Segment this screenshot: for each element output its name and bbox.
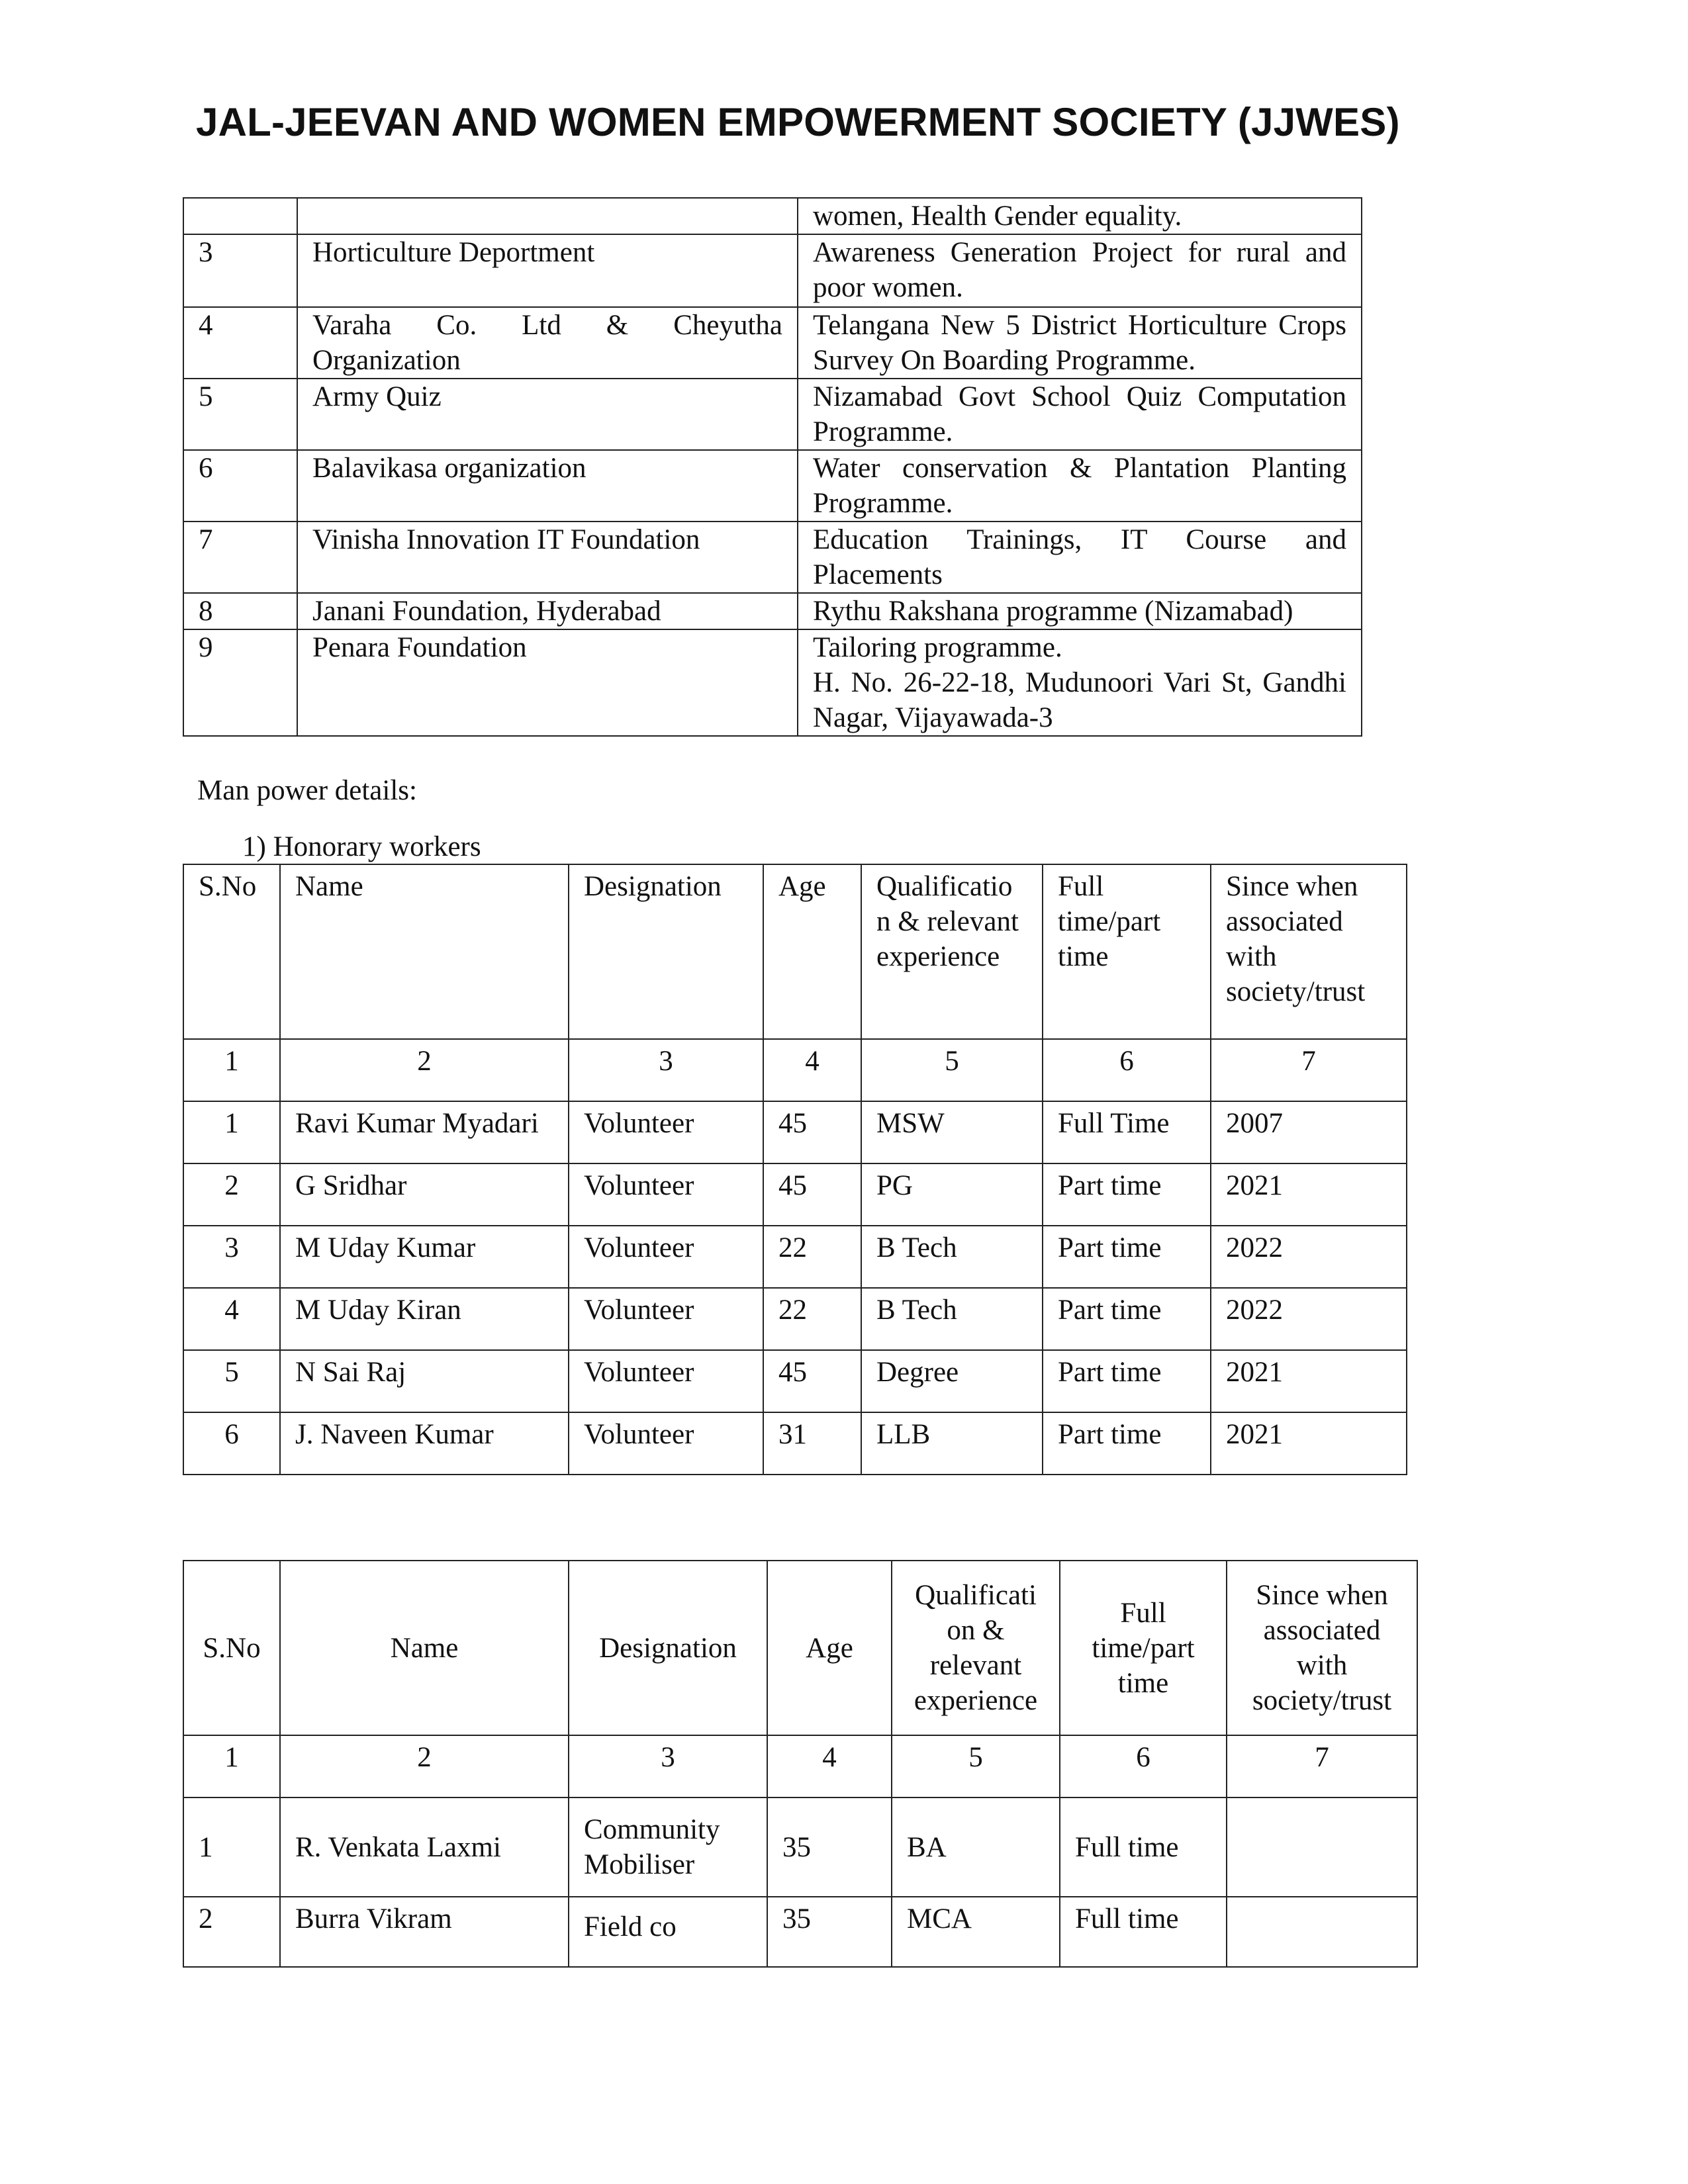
sno-cell: 7 xyxy=(183,522,297,593)
organization-cell: Balavikasa organization xyxy=(297,450,798,522)
name-cell: R. Venkata Laxmi xyxy=(280,1797,569,1897)
column-number: 4 xyxy=(763,1039,861,1101)
since-cell: 2022 xyxy=(1211,1288,1407,1350)
header-cell: Since when associated with society/trust xyxy=(1211,864,1407,1039)
column-number: 6 xyxy=(1060,1735,1227,1797)
time-cell: Part time xyxy=(1043,1350,1211,1412)
program-cell: Telangana New 5 District Horticulture Crops Survey On Boarding Programme. xyxy=(798,307,1362,379)
qualification-cell: Degree xyxy=(861,1350,1043,1412)
name-cell: G Sridhar xyxy=(280,1163,569,1226)
time-cell: Full time xyxy=(1060,1797,1227,1897)
column-number-row xyxy=(183,1735,1417,1797)
header-cell: Qualificatio n & relevant experience xyxy=(861,864,1043,1039)
header-cell: S.No xyxy=(183,864,280,1039)
program-cell: Education Trainings, IT Course and Placements xyxy=(798,522,1362,593)
column-number: 5 xyxy=(892,1735,1060,1797)
table-row xyxy=(183,1412,1407,1475)
header-cell: S.No xyxy=(183,1561,280,1735)
qualification-cell: BA xyxy=(892,1797,1060,1897)
header-cell: Age xyxy=(767,1561,892,1735)
age-cell: 22 xyxy=(763,1226,861,1288)
designation-cell: Volunteer xyxy=(569,1226,763,1288)
program-cell: Nizamabad Govt School Quiz Computation Programme. xyxy=(798,379,1362,450)
program-cell: Rythu Rakshana programme (Nizamabad) xyxy=(798,593,1362,629)
designation-cell: Volunteer xyxy=(569,1163,763,1226)
name-cell: J. Naveen Kumar xyxy=(280,1412,569,1475)
since-cell: 2021 xyxy=(1211,1350,1407,1412)
column-number: 7 xyxy=(1211,1039,1407,1101)
sno-cell: 3 xyxy=(183,1226,280,1288)
organization-cell: Vinisha Innovation IT Foundation xyxy=(297,522,798,593)
header-cell: Full time/part time xyxy=(1060,1561,1227,1735)
qualification-cell: LLB xyxy=(861,1412,1043,1475)
name-cell: Ravi Kumar Myadari xyxy=(280,1101,569,1163)
table-row xyxy=(183,1797,1417,1897)
designation-cell: Field co xyxy=(569,1897,767,1967)
header-cell: Designation xyxy=(569,1561,767,1735)
designation-cell: Volunteer xyxy=(569,1288,763,1350)
qualification-cell: MCA xyxy=(892,1897,1060,1967)
table-row xyxy=(183,593,1362,629)
column-number: 2 xyxy=(280,1039,569,1101)
column-number-row xyxy=(183,1039,1407,1101)
since-cell xyxy=(1227,1897,1417,1967)
age-cell: 45 xyxy=(763,1350,861,1412)
column-number: 3 xyxy=(569,1039,763,1101)
column-number: 5 xyxy=(861,1039,1043,1101)
column-number: 7 xyxy=(1227,1735,1417,1797)
age-cell: 35 xyxy=(767,1897,892,1967)
age-cell: 35 xyxy=(767,1797,892,1897)
program-cell xyxy=(798,629,1362,736)
qualification-cell: PG xyxy=(861,1163,1043,1226)
sno-cell: 6 xyxy=(183,450,297,522)
address-text: H. No. 26-22-18, Mudunoori Vari St, Gandhi Nagar, Vijayawada-3 xyxy=(813,667,1346,733)
program-cell: Water conservation & Plantation Planting Programme. xyxy=(798,450,1362,522)
sno-cell: 3 xyxy=(183,234,297,307)
designation-cell: Volunteer xyxy=(569,1412,763,1475)
since-cell: 2007 xyxy=(1211,1101,1407,1163)
sno-cell xyxy=(183,198,297,234)
sno-cell: 5 xyxy=(183,1350,280,1412)
program-cell: Awareness Generation Project for rural and poor women. xyxy=(798,234,1362,307)
column-number: 1 xyxy=(183,1735,280,1797)
organizations-table xyxy=(183,197,1362,737)
header-cell: Name xyxy=(280,864,569,1039)
table-row xyxy=(183,198,1362,234)
sno-cell: 9 xyxy=(183,629,297,736)
time-cell: Part time xyxy=(1043,1163,1211,1226)
sno-cell: 6 xyxy=(183,1412,280,1475)
table-row xyxy=(183,1350,1407,1412)
header-cell: Designation xyxy=(569,864,763,1039)
honorary-workers-table xyxy=(183,864,1407,1475)
table-row xyxy=(183,629,1362,736)
organization-cell: Penara Foundation xyxy=(297,629,798,736)
designation-cell: Community Mobiliser xyxy=(569,1797,767,1897)
age-cell: 31 xyxy=(763,1412,861,1475)
table-row xyxy=(183,379,1362,450)
age-cell: 45 xyxy=(763,1101,861,1163)
age-cell: 45 xyxy=(763,1163,861,1226)
name-cell: M Uday Kiran xyxy=(280,1288,569,1350)
sno-cell: 5 xyxy=(183,379,297,450)
organization-cell: Varaha Co. Ltd & Cheyutha Organization xyxy=(297,307,798,379)
header-cell: Qualificati on & relevant experience xyxy=(892,1561,1060,1735)
page-title: JAL-JEEVAN AND WOMEN EMPOWERMENT SOCIETY (JJWES) xyxy=(196,100,1400,144)
table-row xyxy=(183,1163,1407,1226)
designation-cell: Volunteer xyxy=(569,1350,763,1412)
table-row xyxy=(183,450,1362,522)
organization-cell: Horticulture Deportment xyxy=(297,234,798,307)
since-cell: 2022 xyxy=(1211,1226,1407,1288)
sno-cell: 1 xyxy=(183,1797,280,1897)
header-row xyxy=(183,864,1407,1039)
table-row xyxy=(183,234,1362,307)
column-number: 6 xyxy=(1043,1039,1211,1101)
name-cell: N Sai Raj xyxy=(280,1350,569,1412)
table-row xyxy=(183,1897,1417,1967)
sno-cell: 2 xyxy=(183,1897,280,1967)
column-number: 4 xyxy=(767,1735,892,1797)
staff-table xyxy=(183,1560,1418,1968)
name-cell: Burra Vikram xyxy=(280,1897,569,1967)
age-cell: 22 xyxy=(763,1288,861,1350)
sno-cell: 2 xyxy=(183,1163,280,1226)
since-cell: 2021 xyxy=(1211,1163,1407,1226)
qualification-cell: B Tech xyxy=(861,1226,1043,1288)
organization-cell xyxy=(297,198,798,234)
table-row xyxy=(183,522,1362,593)
since-cell xyxy=(1227,1797,1417,1897)
sno-cell: 4 xyxy=(183,1288,280,1350)
sno-cell: 8 xyxy=(183,593,297,629)
qualification-cell: B Tech xyxy=(861,1288,1043,1350)
name-cell: M Uday Kumar xyxy=(280,1226,569,1288)
column-number: 3 xyxy=(569,1735,767,1797)
column-number: 1 xyxy=(183,1039,280,1101)
sno-cell: 4 xyxy=(183,307,297,379)
organization-cell: Army Quiz xyxy=(297,379,798,450)
column-number: 2 xyxy=(280,1735,569,1797)
since-cell: 2021 xyxy=(1211,1412,1407,1475)
header-cell: Since when associated with society/trust xyxy=(1227,1561,1417,1735)
table-row xyxy=(183,1101,1407,1163)
table-row xyxy=(183,1288,1407,1350)
organization-cell: Janani Foundation, Hyderabad xyxy=(297,593,798,629)
header-cell: Name xyxy=(280,1561,569,1735)
program-text: Tailoring programme. xyxy=(813,632,1062,663)
program-cell: women, Health Gender equality. xyxy=(798,198,1362,234)
header-row xyxy=(183,1561,1417,1735)
manpower-heading: Man power details: xyxy=(197,775,417,806)
time-cell: Part time xyxy=(1043,1226,1211,1288)
designation-cell: Volunteer xyxy=(569,1101,763,1163)
honorary-workers-heading: 1) Honorary workers xyxy=(242,831,481,862)
qualification-cell: MSW xyxy=(861,1101,1043,1163)
table-row xyxy=(183,1226,1407,1288)
time-cell: Part time xyxy=(1043,1288,1211,1350)
table-row xyxy=(183,307,1362,379)
time-cell: Part time xyxy=(1043,1412,1211,1475)
header-cell: Age xyxy=(763,864,861,1039)
header-cell: Full time/part time xyxy=(1043,864,1211,1039)
time-cell: Full time xyxy=(1060,1897,1227,1967)
sno-cell: 1 xyxy=(183,1101,280,1163)
time-cell: Full Time xyxy=(1043,1101,1211,1163)
